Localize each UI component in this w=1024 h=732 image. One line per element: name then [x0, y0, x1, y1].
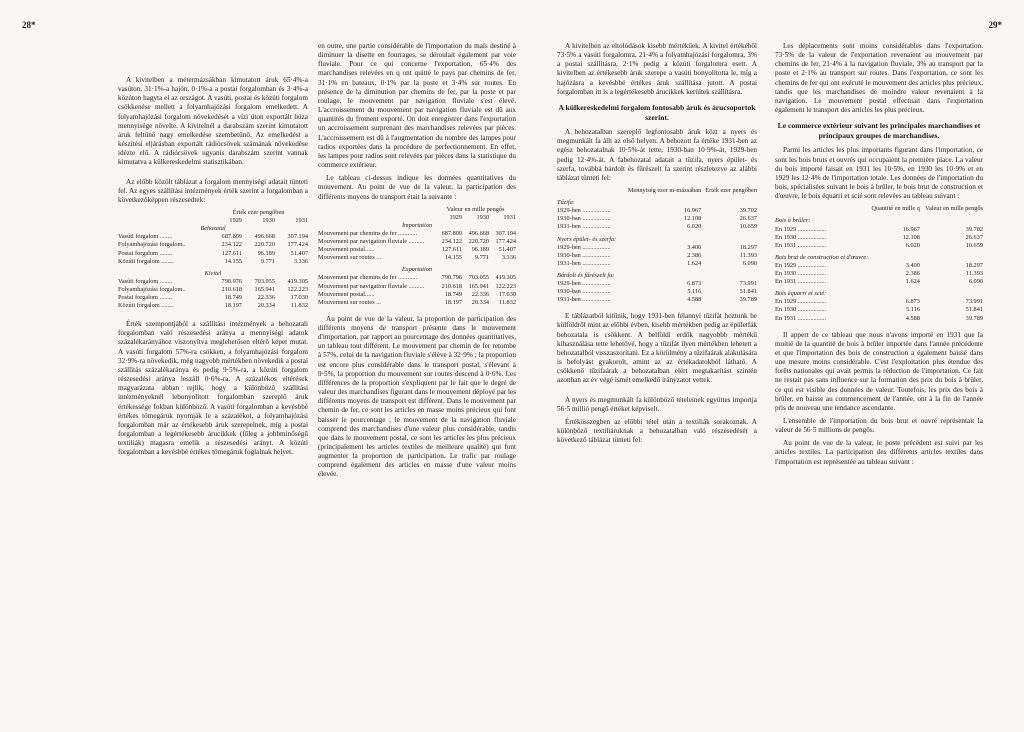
table-row: Postai forgalom ........ 18.749 22.336 17.030: [118, 293, 308, 301]
year-header: 1929: [449, 213, 463, 221]
paragraph: Érték szempontjából a szállítási intézmények a behozatali forgalomban való részesedési aránya a mennyiségi adatok százalékarányához viszonyítva meglehetősen eltérő képet mutat. A vasúti forgalom 57%-ra csökken, a folyamhajózási forgalom 32·9%-ra növekedik, még nagyobb mértékben növekedik a postai szállítás százalékaránya és pedig 9·5%-ra, a közúti forgalom részesedési aránya leszáll 0·6%-ra. A százalékos eltérések magyarázata abban rejlik, hogy a különböző szállítási intézményeknél lebonyolított forgalomban szereplő áruk értékessége fokban különböző. A vasúti forgalomban a kevésbbé értékes tömegáruk nyomják le a százalékot, a folyamhajózási forgalomban már az értékesebb áruk szerepelnek, míg a postai forgalomban a legértékesebb árucikkek (főleg a jobbminőségű textiliák) magasra emelik a részesedési arányt. A közúti forgalomban a kevésbbé értékes tömegáruk foglalnak helyet.: [118, 320, 308, 457]
table-row: 1931-ben .................. 4.588 39.789: [557, 296, 757, 304]
table-row: 1930-ban .................. 2.386 11.393: [557, 251, 757, 259]
section-label: Exportation: [401, 266, 433, 274]
table-row: 1929-ben .................. 6.873 73.991: [557, 280, 757, 287]
paragraph: Parmi les articles les plus importants figurant dans l'importation, ce sont les bois bruts et ouvrés qui occupaient la première place. La valeur du bois importé faisait en 1931 les 10·5%, en 1930 les 10·9% et en 1929 les 12·4% de l'importation totale. Les données de l'importation du bois, spécialisées suivant le bois à brûler, le bois brut de construction et d'œuvre, le bois équarri et scié sont relevées au tableau suivant :: [775, 146, 983, 201]
transport-value-table-fr: [318, 206, 516, 307]
column-header: Quantité en mille q: [871, 205, 920, 213]
year-header: 1931: [503, 213, 516, 221]
table-row: Mouvement par chemins de fer ............ 687.809 496.668 307.194: [318, 229, 516, 237]
paragraph: A kivitelben az eltolódások kisebb mértékűek. A kivitel értékéből 73·5% a vasúti forgalomra, 21·4% a folyamhajózási forgalomra, 3% a postai szállításra, 2·1% pedig a közúti forgalomra esett. A kivitelben az értékesebb áruk szerepe a vasúti bonyolította le, míg a hajózásra a kevésbbé értékes áruk szállítása jutott. A postai forgalomban itt is a legértékesebb árucikkek kerültek szállításra.: [557, 42, 757, 96]
table-row: Közúti forgalom ........ 14.155 9.771 3.336: [118, 257, 308, 265]
table-row: Folyamhajózási forgalom.. 234.122 220.720 177.424: [118, 241, 308, 249]
table-row: Vasúti forgalom ........ 687.809 496.668 307.194: [118, 233, 308, 241]
table-row: 1930-ban .................. 5.116 51.841: [557, 288, 757, 296]
table-row: Postai forgalom ........ 127.611 96.189 51.407: [118, 249, 308, 257]
column-french-right: [775, 42, 983, 471]
table-row: Mouvement par navigation fluviale .......... 234.122 220.720 177.424: [318, 238, 516, 246]
column-hungarian-right: [557, 42, 757, 449]
table-row: Közúti forgalom ........ 18.197 20.334 11.832: [118, 302, 308, 310]
table-row: 1929-ben .................. 16.967 39.702: [557, 207, 757, 215]
group-label: Bois à brûler:: [775, 217, 811, 225]
paragraph: en outre, une partie considérable de l'importation du maïs destiné à diminuer la disette en fourrages, se déroulait également par voie fluviale. Pour ce qui concerne l'exportation, 65·4% des marchandises relevées en q ont quitté le pays par chemins de fer, 31·1% en bateaux, 0·1% par la poste et 3·4% sur routes. En présence de la diminution par chemins de fer, par la poste et par roulage, le mouvement par navigation fluviale s'est élevé. L'accroissement du mouvement par navigation fluviale est dû aux quantités du froment exporté. On doit enregistrer dans l'exportation un accroissement surprenant des marchandises relevées par pièces. L'accroissement est dû à l'augmentation du nombre des lampes pour radios exportées dans la procédure de perfectionnement. En effet, les lampes pour radios sont relevées par pièces dans la statistique du commerce extérieur.: [318, 42, 516, 170]
table-row: 1931-ben .................. 1.624 6.090: [557, 259, 757, 267]
table-row: 1930-ban .................. 12.108 26.637: [557, 215, 757, 223]
section-heading: Le commerce extérieur suivant les principales marchandises et principaux groupes de marchandises.: [777, 121, 981, 140]
table-row: En 1931 .................. 4.588 39.789: [775, 314, 983, 322]
table-row: Folyamhajózási forgalom.. 210.618 165.941 122.223: [118, 285, 308, 293]
section-heading: A külkereskedelmi forgalom fontosabb áruk és árucsoportok szerint.: [558, 102, 756, 122]
table-row: Mouvement par chemins de fer ............ 790.796 703.055 419.305: [318, 274, 516, 282]
page-number-left: 28*: [22, 20, 36, 30]
column-header: Valeur en mille pengős: [925, 205, 983, 213]
table-row: Mouvement sur routes ... 18.197 20.334 11.832: [318, 298, 516, 306]
paragraph: Értékösszegben az előbbi tétel után a textiliák sorakoznak. A különböző textiliáruknak a behozatalban való részesedését a következő táblázat tünteti fel:: [557, 417, 757, 445]
table-row: 1931-ben .................. 6.020 10.659: [557, 223, 757, 231]
table-group-header: Érték ezer pengőben: [232, 209, 285, 217]
group-label: Bois brut de construction et d'œuvre:: [775, 253, 869, 261]
section-label: Kivitel: [204, 269, 222, 277]
table-row: 1929-ben .................. 3.400 18.297: [557, 243, 757, 251]
wood-import-table-fr: [775, 205, 983, 322]
group-label: Tűzifa:: [557, 199, 575, 207]
paragraph: Les déplacements sont moins considérables dans l'exportation. 73·5% de la valeur de l'exportation revenaient au mouvement par chemins de fer, 21·4% à la navigation fluviale, 3% au transport par la poste et 2·1% au transport sur routes. Dans l'exportation, ce sont les chemins de fer qui ont exécuté le mouvement des articles plus précieux, tandis que les marchandises de moindre valeur revenaient à la navigation. Le mouvement postal effectuait dans l'exportation également le transport des articles les plus précieux.: [775, 42, 983, 115]
table-row: En 1930 .................. 2.386 11.393: [775, 270, 983, 278]
table-group-header: Valeur en mille pengős: [446, 205, 505, 213]
table-row: Vasúti forgalom ........ 790.976 703.055 419.305: [118, 277, 308, 285]
year-header: 1929: [229, 217, 243, 225]
group-label: Nyers épület- és szerfa:: [557, 235, 617, 243]
group-label: Bárdolt és fűrészelt fa:: [557, 271, 615, 279]
column-header: Mennyiség ezer m-mázsában: [627, 187, 702, 195]
table-row: En 1929 .................. 3.400 18.297: [775, 261, 983, 269]
table-row: Mouvement sur routes ... 14.155 9.771 3.336: [318, 254, 516, 262]
group-label: Bois équarri et scié:: [775, 290, 827, 298]
table-row: En 1929 .................. 6.873 73.991: [775, 298, 983, 306]
paragraph: Le tableau ci-dessus indique les données quantitatives du mouvement. Au point de vue de la valeur, la participation des différents moyens de transport était la suivante :: [318, 174, 516, 201]
page-number-right: 29*: [988, 20, 1002, 30]
column-hungarian-left: [118, 76, 308, 462]
year-header: 1930: [262, 217, 275, 225]
table-row: En 1931 .................. 6.020 10.659: [775, 241, 983, 249]
paragraph: Il appert de ce tableau que nous n'avons importé en 1931 que la moitié de la quantité de bois à brûler importée dans l'année précédente et que l'importation des bois de construction a également baissé dans une mesure moins considérable. C'est l'exploitation plus étendue des forêts nationales qui avait permis la réduction de l'importation. Ce fait ne restait pas sans influence sur la formation des prix du bois à brûler, ce qui est visible des données de valeur. Toutefois, les prix des bois à brûler, en baisse au commencement de l'année, ont à la fin de l'année pris de nouveau une tendance ascendante.: [775, 330, 983, 412]
column-header: Érték ezer pengőben: [705, 187, 757, 195]
paragraph: Au point de vue de la valeur, le poste précédent est suivi par les articles textiles. La participation des différents articles textiles dans l'importation est représentée au tableau suivant :: [775, 439, 983, 466]
table-row: Mouvement postal...... 18.749 22.336 17.030: [318, 290, 516, 298]
section-label: Importation: [401, 221, 433, 229]
column-french-left: [318, 42, 516, 484]
paragraph: E táblázatból kitűnik, hogy 1931-ben félannyi tűzifát hoztunk be külföldről mint az előbbi évben, kisebb mértékben pedig az épületfák behozatala is csökkent. A belföldi erdők nagyobbb mértékű kihasználása tette lehetővé, hogy a tűzifát ilyen mértékben lehetett a behozatalból visszaszorítani. Ez a körülmény a tűzifaárak alakulására is befolyást gyakorolt, amint az az értékadatokból látható. A csökkenő tűzifaárak a behozatalban elért megtakarítást szintén azonban az év végé ismét emelkedő irányzatot vettek.: [557, 312, 757, 385]
table-row: En 1930 .................. 12.108 26.637: [775, 233, 983, 241]
table-row: Mouvement par navigation fluviale .......... 210.618 165.941 122.223: [318, 282, 516, 290]
paragraph: Az előbb közölt táblázat a forgalom mennyiségi adatait tünteti fel. Az egyes szállítási intézmények érték szerint a forgalomban a következőképpen részesedtek:: [118, 177, 308, 204]
table-row: En 1929 .................. 16.967 39.702: [775, 225, 983, 233]
paragraph: A kivitelben a métermázsákban kimutatott áruk 65·4%-a vasúton, 31·1%-a hajón, 0·1%-a a postai forgalomban és 3·4%-a közúton hagyta el az országot. A vasúti, postai és közúti forgalom csökkenése mellett a folyamhajózási forgalom emelkedett. A folyamhajózási forgalom növekedését a vízi úton exportált búza mennyisége növelte. A kivitelnél a darabszám szerint kimutatott áruk feltűnő nagy emelkedése szembetűnő. Az emelkedést a készítési eljárásban exportált rádiócsövek számának növekedése idézte elő. A rádiócsövek ugyanis darabszám szerint vannak kimutatva a külkereskedelmi statisztikában.: [118, 76, 308, 167]
table-row: En 1931 .................. 1.624 6.090: [775, 278, 983, 286]
wood-import-table: [557, 187, 757, 304]
paragraph: A behozatalban szereplő legfontosabb áruk közt a nyers és megmunkált fa állt az első helyen. A behozott fa értéke 1931-ben az egész behozatalnak 10·5%-át tette, 1930-ban 10·9%-át, 1929-ben pedig 12·4%-át. A fabehozatal adatait a tűzifa, nyers épület- és szerfa, továbbá bárdolt és fűrészelt fa szerint részletezve az alábbi táblázat tünteti fel:: [557, 128, 757, 182]
paragraph: A nyers és megmunkált fa különböző tételeinek együttes importja 56·5 millió pengő értéket képviselt.: [557, 395, 757, 413]
paragraph: L'ensemble de l'importation du bois brut et ouvré représentait la valeur de 56·5 millions de pengős.: [775, 417, 983, 435]
table-row: Mouvement postal...... 127.611 96.189 51.407: [318, 246, 516, 254]
year-header: 1930: [476, 213, 490, 221]
year-header: 1931: [295, 217, 308, 225]
transport-value-table: [118, 209, 308, 310]
table-row: En 1930 .................. 5.116 51.841: [775, 306, 983, 314]
paragraph: Au point de vue de la valeur, la proportion de participation des différents moyens de transport présente dans le mouvement d'importation, par rapport au pourcentage des données quantitatives, un tableau tout différent. Le mouvement par chemin de fer retombe à 57%, celui de la navigation fluviale s'élève à 32·9% ; la proportion est encore plus considérable dans le transport postal, s'élevant à 9·5%, la proportion du mouvement sur routes descend à 0·6%. Les différences de la proportion s'expliquent par le fait que le degré de valeur des marchandises figurant dans le mouvement déployé par les différents moyens de transport est différent. Dans le mouvement par chemin de fer, ce sont les articles en masse moins précieux qui font baisser le pourcentage ; le mouvement de la navigation fluviale comprend des marchandises d'une valeur plus considérable, tandis que dans le mouvement postal, ce sont les articles les plus précieux (principalement les articles textiles de meilleure qualité) qui font augmenter la proportion de participation. Le trafic par roulage comprend également des articles en masse d'une valeur moins élevée.: [318, 314, 516, 479]
section-label: Behozatal: [200, 225, 226, 233]
